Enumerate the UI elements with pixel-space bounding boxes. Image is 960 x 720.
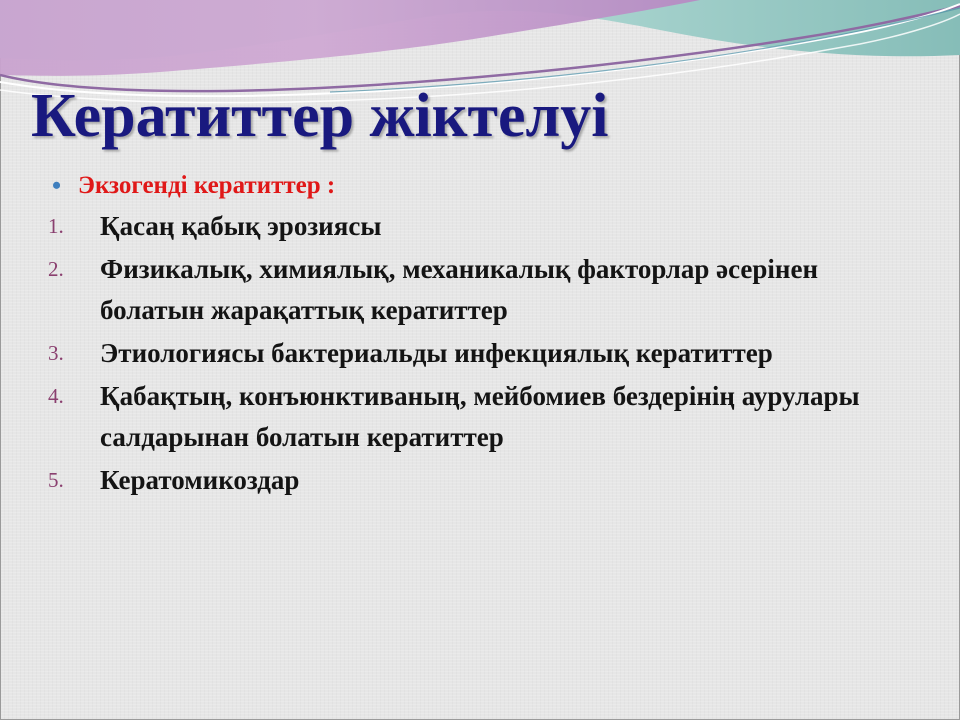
list-item-text: Қасаң қабық эрозиясы <box>100 211 382 241</box>
item-list <box>48 206 908 501</box>
list-item-number: 2. <box>48 257 64 281</box>
subheading-line <box>48 168 908 204</box>
list-item <box>48 376 908 458</box>
list-item-text: Этиологиясы бактериальды инфекциялық кератиттер <box>100 338 773 368</box>
slide-body <box>48 168 908 503</box>
list-item <box>48 333 908 374</box>
list-item <box>48 460 908 501</box>
subheading: Экзогенді кератиттер : <box>78 172 336 199</box>
list-item-text: Кератомикоздар <box>100 465 300 495</box>
list-item-number: 1. <box>48 214 64 238</box>
list-item <box>48 206 908 247</box>
list-item-text: Физикалық, химиялық, механикалық факторлар әсерінен болатын жарақаттық кератиттер <box>100 254 819 325</box>
list-item-text: Қабақтың, конъюнктиваның, мейбомиев бездерінің аурулары салдарынан болатын кератиттер <box>100 381 860 452</box>
list-item-number: 5. <box>48 468 64 492</box>
slide-title: Кератиттер жіктелуі <box>31 82 609 150</box>
list-item <box>48 249 908 331</box>
list-item-number: 3. <box>48 341 64 365</box>
bullet-icon: • <box>52 171 62 200</box>
list-item-number: 4. <box>48 384 64 408</box>
